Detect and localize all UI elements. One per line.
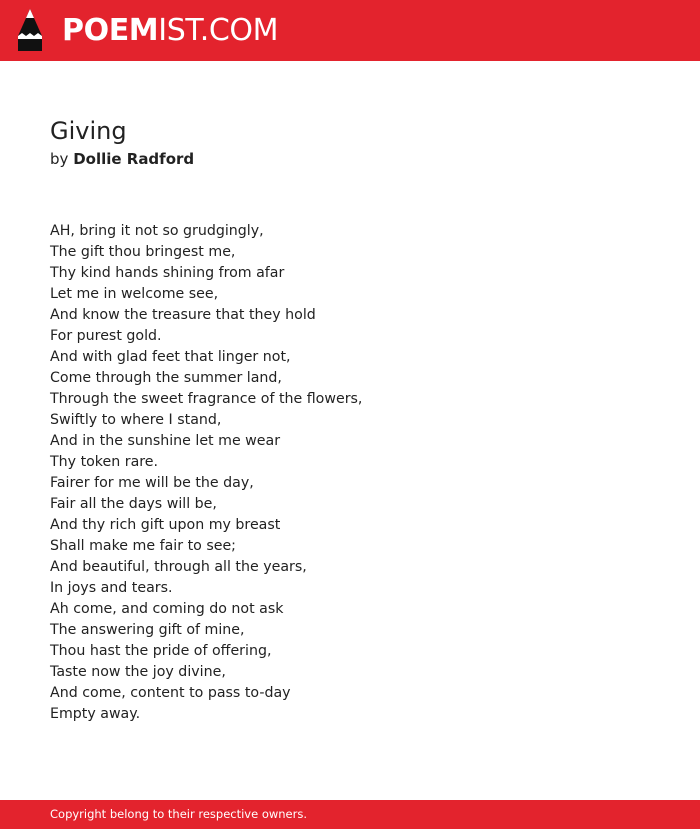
poem-author: Dollie Radford [73, 150, 195, 168]
poem-line: Shall make me fair to see; [50, 538, 236, 554]
poem-line: Thy token rare. [50, 454, 159, 470]
poem-line: Swiftly to where I stand, [50, 412, 222, 428]
poem-body [50, 221, 650, 725]
poem-line: The gift thou bringest me, [50, 244, 236, 260]
poem-line: And come, content to pass to-day [50, 685, 291, 701]
poem-content [50, 116, 650, 725]
poem-line: In joys and tears. [50, 580, 173, 596]
poem-title: Giving [50, 117, 127, 145]
copyright-notice: Copyright belong to their respective owners. [50, 807, 308, 821]
site-header [0, 0, 700, 61]
site-footer [0, 800, 700, 829]
logo-wordmark-bold: POEM [62, 13, 159, 48]
poem-line: Through the sweet fragrance of the flowers, [50, 391, 363, 407]
logo-wordmark-light: IST.COM [158, 13, 279, 48]
poem-line: Empty away. [50, 706, 141, 722]
poem-line: And know the treasure that they hold [50, 307, 316, 323]
poem-line: And in the sunshine let me wear [50, 433, 281, 449]
poem-line: Thou hast the pride of offering, [50, 643, 272, 659]
poem-line: AH, bring it not so grudgingly, [50, 223, 264, 239]
poem-line: For purest gold. [50, 328, 162, 344]
poem-line: And beautiful, through all the years, [50, 559, 307, 575]
poem-line: Let me in welcome see, [50, 286, 219, 302]
logo-wordmark [62, 14, 278, 48]
poem-line: The answering gift of mine, [50, 622, 245, 638]
poem-line: Fair all the days will be, [50, 496, 217, 512]
poem-line: And thy rich gift upon my breast [50, 517, 281, 533]
poem-byline [50, 149, 650, 169]
poem-line: And with glad feet that linger not, [50, 349, 291, 365]
poem-line: Ah come, and coming do not ask [50, 601, 284, 617]
poem-line: Come through the summer land, [50, 370, 282, 386]
poem-line: Fairer for me will be the day, [50, 475, 254, 491]
pencil-icon [17, 9, 43, 51]
poem-line: Thy kind hands shining from afar [50, 265, 285, 281]
byline-label: by [50, 150, 69, 168]
poem-line: Taste now the joy divine, [50, 664, 226, 680]
